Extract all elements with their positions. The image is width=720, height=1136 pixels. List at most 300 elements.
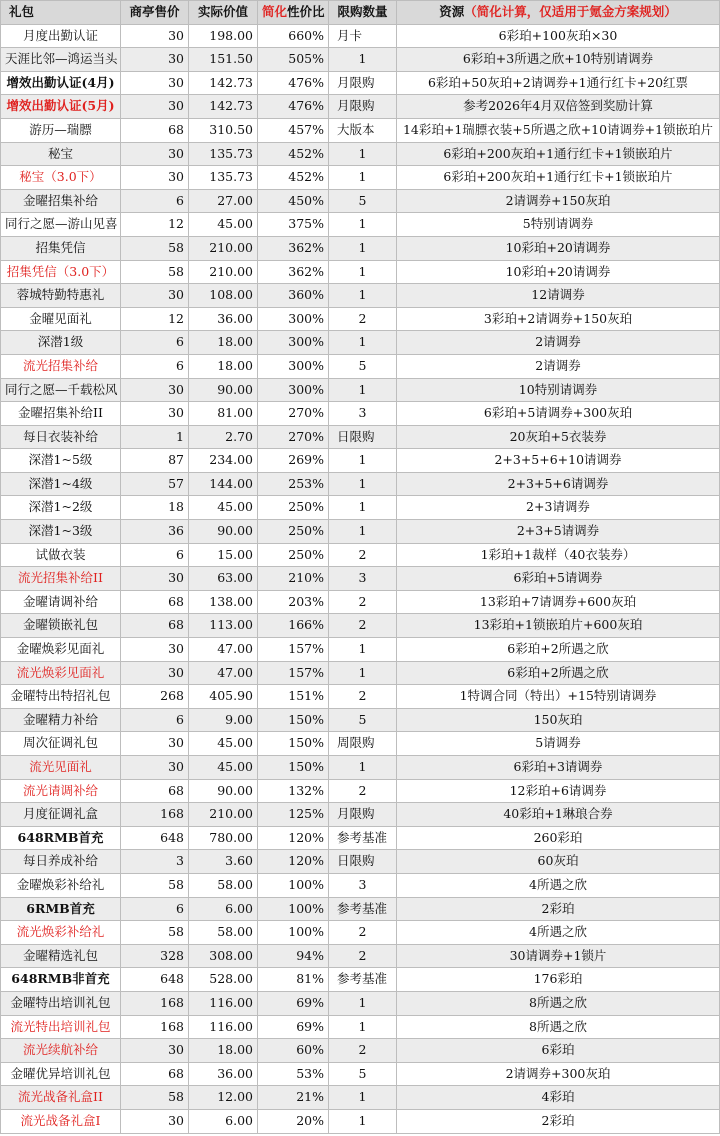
table-row	[1, 756, 720, 780]
cell-ratio: 360%	[258, 284, 329, 308]
cell-limit: 大版本	[329, 118, 397, 142]
table-row	[1, 921, 720, 945]
cell-value: 18.00	[189, 331, 258, 355]
cell-pack-name: 蓉城特勤特惠礼	[1, 284, 121, 308]
cell-price: 68	[121, 779, 189, 803]
cell-ratio: 253%	[258, 472, 329, 496]
table-row	[1, 1062, 720, 1086]
cell-resources: 2请调券	[397, 331, 720, 355]
cell-price: 68	[121, 1062, 189, 1086]
cell-value: 198.00	[189, 24, 258, 48]
table-row	[1, 213, 720, 237]
cell-price: 30	[121, 661, 189, 685]
cell-value: 90.00	[189, 779, 258, 803]
cell-pack-name: 金曜特出培训礼包	[1, 991, 121, 1015]
cell-limit: 1	[329, 331, 397, 355]
cell-value: 138.00	[189, 590, 258, 614]
table-body	[1, 24, 720, 1133]
cell-value: 15.00	[189, 543, 258, 567]
table-row	[1, 614, 720, 638]
cell-ratio: 300%	[258, 307, 329, 331]
cell-pack-name: 金曜精选礼包	[1, 944, 121, 968]
cell-resources: 6彩珀+3请调券	[397, 756, 720, 780]
cell-resources: 12彩珀+6请调券	[397, 779, 720, 803]
cell-limit: 1	[329, 661, 397, 685]
table-row	[1, 166, 720, 190]
cell-price: 30	[121, 638, 189, 662]
cell-limit: 日限购	[329, 850, 397, 874]
cell-limit: 2	[329, 921, 397, 945]
cell-value: 81.00	[189, 402, 258, 426]
table-row	[1, 378, 720, 402]
table-row	[1, 590, 720, 614]
cell-price: 30	[121, 71, 189, 95]
cell-ratio: 69%	[258, 1015, 329, 1039]
cell-value: 116.00	[189, 1015, 258, 1039]
cell-limit: 月限购	[329, 71, 397, 95]
cell-resources: 10特别请调券	[397, 378, 720, 402]
cell-value: 135.73	[189, 166, 258, 190]
header-limit: 限购数量	[329, 1, 397, 25]
cell-pack-name: 流光招集补给	[1, 354, 121, 378]
cell-limit: 1	[329, 449, 397, 473]
cell-limit: 3	[329, 873, 397, 897]
cell-pack-name: 流光焕彩补给礼	[1, 921, 121, 945]
table-row	[1, 897, 720, 921]
cell-pack-name: 深潜1级	[1, 331, 121, 355]
cell-ratio: 250%	[258, 496, 329, 520]
cell-pack-name: 深潜1~2级	[1, 496, 121, 520]
cell-value: 210.00	[189, 260, 258, 284]
cell-value: 45.00	[189, 213, 258, 237]
header-price: 商亭售价	[121, 1, 189, 25]
cell-price: 30	[121, 756, 189, 780]
table-row	[1, 873, 720, 897]
cell-value: 142.73	[189, 95, 258, 119]
cell-ratio: 100%	[258, 897, 329, 921]
cell-pack-name: 流光焕彩见面礼	[1, 661, 121, 685]
cell-pack-name: 流光战备礼盒II	[1, 1086, 121, 1110]
cell-resources: 40彩珀+1琳琅合券	[397, 803, 720, 827]
cell-resources: 2+3请调券	[397, 496, 720, 520]
cell-resources: 6彩珀+50灰珀+2请调券+1通行红卡+20红票	[397, 71, 720, 95]
cell-value: 234.00	[189, 449, 258, 473]
table-row	[1, 95, 720, 119]
cell-price: 328	[121, 944, 189, 968]
cell-ratio: 69%	[258, 991, 329, 1015]
cell-value: 58.00	[189, 921, 258, 945]
cell-pack-name: 648RMB非首充	[1, 968, 121, 992]
cell-value: 36.00	[189, 307, 258, 331]
header-value: 实际价值	[189, 1, 258, 25]
cell-ratio: 166%	[258, 614, 329, 638]
cell-resources: 260彩珀	[397, 826, 720, 850]
cell-price: 30	[121, 1109, 189, 1133]
table-row	[1, 1109, 720, 1133]
cell-limit: 5	[329, 1062, 397, 1086]
cell-resources: 13彩珀+1锁嵌珀片+600灰珀	[397, 614, 720, 638]
table-row	[1, 685, 720, 709]
table-row	[1, 779, 720, 803]
cell-ratio: 94%	[258, 944, 329, 968]
cell-pack-name: 天涯比邻—鸿运当头	[1, 48, 121, 72]
cell-limit: 2	[329, 614, 397, 638]
cell-price: 6	[121, 189, 189, 213]
cell-limit: 参考基准	[329, 826, 397, 850]
table-row	[1, 732, 720, 756]
cell-limit: 5	[329, 354, 397, 378]
cell-value: 18.00	[189, 1039, 258, 1063]
cell-resources: 6彩珀+3所遇之欣+10特别请调券	[397, 48, 720, 72]
cell-limit: 3	[329, 567, 397, 591]
table-row	[1, 543, 720, 567]
cell-value: 6.00	[189, 897, 258, 921]
cell-price: 6	[121, 708, 189, 732]
cell-resources: 参考2026年4月双倍签到奖励计算	[397, 95, 720, 119]
cell-limit: 1	[329, 236, 397, 260]
cell-value: 3.60	[189, 850, 258, 874]
table-row	[1, 1015, 720, 1039]
cell-resources: 176彩珀	[397, 968, 720, 992]
cell-pack-name: 金曜锁嵌礼包	[1, 614, 121, 638]
cell-price: 6	[121, 897, 189, 921]
cell-value: 405.90	[189, 685, 258, 709]
cell-price: 68	[121, 118, 189, 142]
cell-value: 36.00	[189, 1062, 258, 1086]
cell-resources: 6彩珀+100灰珀×30	[397, 24, 720, 48]
cell-ratio: 660%	[258, 24, 329, 48]
table-row	[1, 189, 720, 213]
table-row	[1, 850, 720, 874]
table-row	[1, 991, 720, 1015]
cell-limit: 日限购	[329, 425, 397, 449]
cell-ratio: 157%	[258, 638, 329, 662]
cell-value: 58.00	[189, 873, 258, 897]
table-row	[1, 449, 720, 473]
cell-limit: 1	[329, 213, 397, 237]
cell-pack-name: 流光见面礼	[1, 756, 121, 780]
cell-resources: 6彩珀+5请调券+300灰珀	[397, 402, 720, 426]
table-row	[1, 402, 720, 426]
cell-resources: 6彩珀+5请调券	[397, 567, 720, 591]
cell-resources: 2请调券+150灰珀	[397, 189, 720, 213]
cell-value: 90.00	[189, 378, 258, 402]
table-row	[1, 331, 720, 355]
cell-value: 144.00	[189, 472, 258, 496]
cell-pack-name: 深潜1~4级	[1, 472, 121, 496]
cell-resources: 60灰珀	[397, 850, 720, 874]
table-row	[1, 236, 720, 260]
cell-ratio: 300%	[258, 378, 329, 402]
cell-value: 310.50	[189, 118, 258, 142]
cell-pack-name: 金曜焕彩补给礼	[1, 873, 121, 897]
cell-ratio: 270%	[258, 425, 329, 449]
cell-ratio: 81%	[258, 968, 329, 992]
cell-limit: 1	[329, 1015, 397, 1039]
cell-limit: 月限购	[329, 95, 397, 119]
cell-pack-name: 金曜特出特招礼包	[1, 685, 121, 709]
table-row	[1, 284, 720, 308]
cell-ratio: 150%	[258, 756, 329, 780]
cell-resources: 10彩珀+20请调券	[397, 236, 720, 260]
cell-ratio: 362%	[258, 236, 329, 260]
cell-limit: 1	[329, 1109, 397, 1133]
cell-price: 648	[121, 826, 189, 850]
cell-price: 57	[121, 472, 189, 496]
table-row	[1, 307, 720, 331]
cell-ratio: 157%	[258, 661, 329, 685]
cell-price: 12	[121, 307, 189, 331]
cell-value: 210.00	[189, 236, 258, 260]
cell-pack-name: 金曜精力补给	[1, 708, 121, 732]
cell-pack-name: 月度征调礼盒	[1, 803, 121, 827]
cell-limit: 1	[329, 378, 397, 402]
cell-ratio: 457%	[258, 118, 329, 142]
cell-limit: 1	[329, 166, 397, 190]
cell-pack-name: 秘宝	[1, 142, 121, 166]
table-row	[1, 968, 720, 992]
cell-price: 30	[121, 402, 189, 426]
cell-resources: 2+3+5请调券	[397, 520, 720, 544]
cell-value: 108.00	[189, 284, 258, 308]
table-row	[1, 118, 720, 142]
cell-limit: 月限购	[329, 803, 397, 827]
header-name: 礼包	[1, 1, 121, 25]
cell-resources: 6彩珀+200灰珀+1通行红卡+1锁嵌珀片	[397, 142, 720, 166]
cell-ratio: 476%	[258, 71, 329, 95]
cell-limit: 2	[329, 944, 397, 968]
cell-pack-name: 周次征调礼包	[1, 732, 121, 756]
cell-limit: 1	[329, 991, 397, 1015]
cell-resources: 6彩珀	[397, 1039, 720, 1063]
cell-pack-name: 每日养成补给	[1, 850, 121, 874]
cell-limit: 3	[329, 402, 397, 426]
cell-pack-name: 试做衣装	[1, 543, 121, 567]
cell-limit: 1	[329, 48, 397, 72]
cell-resources: 4所遇之欣	[397, 921, 720, 945]
cell-ratio: 270%	[258, 402, 329, 426]
table-row	[1, 472, 720, 496]
table-row	[1, 661, 720, 685]
cell-value: 210.00	[189, 803, 258, 827]
cell-price: 58	[121, 260, 189, 284]
cell-resources: 6彩珀+200灰珀+1通行红卡+1锁嵌珀片	[397, 166, 720, 190]
cell-pack-name: 流光战备礼盒I	[1, 1109, 121, 1133]
table-row	[1, 71, 720, 95]
cell-price: 30	[121, 378, 189, 402]
cell-ratio: 210%	[258, 567, 329, 591]
cell-price: 648	[121, 968, 189, 992]
table-row	[1, 826, 720, 850]
cell-resources: 1特调合同（特出）+15特别请调券	[397, 685, 720, 709]
cell-price: 30	[121, 1039, 189, 1063]
cell-ratio: 60%	[258, 1039, 329, 1063]
cell-ratio: 452%	[258, 142, 329, 166]
header-row	[1, 1, 720, 25]
cell-price: 6	[121, 543, 189, 567]
cell-price: 6	[121, 354, 189, 378]
header-resources	[397, 1, 720, 25]
table-row	[1, 1039, 720, 1063]
cell-limit: 周限购	[329, 732, 397, 756]
cell-price: 68	[121, 614, 189, 638]
cell-ratio: 151%	[258, 685, 329, 709]
cell-ratio: 21%	[258, 1086, 329, 1110]
table-row	[1, 354, 720, 378]
cell-ratio: 476%	[258, 95, 329, 119]
cell-value: 90.00	[189, 520, 258, 544]
cell-value: 45.00	[189, 732, 258, 756]
cell-price: 30	[121, 24, 189, 48]
cell-resources: 2彩珀	[397, 897, 720, 921]
cell-price: 87	[121, 449, 189, 473]
cell-resources: 150灰珀	[397, 708, 720, 732]
cell-price: 6	[121, 331, 189, 355]
cell-ratio: 20%	[258, 1109, 329, 1133]
cell-value: 63.00	[189, 567, 258, 591]
cell-ratio: 362%	[258, 260, 329, 284]
cell-resources: 6彩珀+2所遇之欣	[397, 661, 720, 685]
cell-resources: 30请调券+1锁片	[397, 944, 720, 968]
cell-value: 308.00	[189, 944, 258, 968]
table-row	[1, 803, 720, 827]
cell-ratio: 120%	[258, 850, 329, 874]
cell-pack-name: 金曜请调补给	[1, 590, 121, 614]
header-ratio-text: 性价比	[287, 4, 325, 19]
cell-limit: 1	[329, 142, 397, 166]
cell-limit: 1	[329, 1086, 397, 1110]
cell-resources: 5特别请调券	[397, 213, 720, 237]
cell-price: 1	[121, 425, 189, 449]
cell-limit: 1	[329, 472, 397, 496]
cell-pack-name: 每日衣装补给	[1, 425, 121, 449]
cell-ratio: 452%	[258, 166, 329, 190]
table-row	[1, 708, 720, 732]
cell-limit: 1	[329, 496, 397, 520]
header-resources-note: （简化计算，仅适用于氪金方案规划）	[464, 4, 677, 19]
cell-value: 113.00	[189, 614, 258, 638]
cell-resources: 2+3+5+6+10请调券	[397, 449, 720, 473]
cell-price: 30	[121, 48, 189, 72]
cell-price: 58	[121, 873, 189, 897]
cell-ratio: 300%	[258, 331, 329, 355]
cell-value: 6.00	[189, 1109, 258, 1133]
cell-value: 135.73	[189, 142, 258, 166]
cell-resources: 12请调券	[397, 284, 720, 308]
cell-pack-name: 秘宝（3.0下）	[1, 166, 121, 190]
cell-ratio: 505%	[258, 48, 329, 72]
cell-resources: 2+3+5+6请调券	[397, 472, 720, 496]
cell-resources: 4所遇之欣	[397, 873, 720, 897]
cell-ratio: 53%	[258, 1062, 329, 1086]
cell-value: 2.70	[189, 425, 258, 449]
cell-value: 151.50	[189, 48, 258, 72]
cell-value: 45.00	[189, 496, 258, 520]
cell-price: 168	[121, 991, 189, 1015]
cell-pack-name: 增效出勤认证(5月)	[1, 95, 121, 119]
cell-pack-name: 同行之愿—千载松风	[1, 378, 121, 402]
cell-pack-name: 游历—瑞膘	[1, 118, 121, 142]
cell-price: 36	[121, 520, 189, 544]
cell-price: 168	[121, 803, 189, 827]
table-row	[1, 638, 720, 662]
cell-ratio: 132%	[258, 779, 329, 803]
table-row	[1, 520, 720, 544]
cell-limit: 月卡	[329, 24, 397, 48]
cell-limit: 1	[329, 520, 397, 544]
cell-value: 47.00	[189, 638, 258, 662]
cell-limit: 参考基准	[329, 897, 397, 921]
cell-pack-name: 月度出勤认证	[1, 24, 121, 48]
cell-resources: 2请调券+300灰珀	[397, 1062, 720, 1086]
table-row	[1, 425, 720, 449]
cell-pack-name: 金曜见面礼	[1, 307, 121, 331]
cell-limit: 2	[329, 543, 397, 567]
cell-value: 780.00	[189, 826, 258, 850]
cell-price: 3	[121, 850, 189, 874]
cell-pack-name: 深潜1~3级	[1, 520, 121, 544]
cell-value: 27.00	[189, 189, 258, 213]
cell-resources: 6彩珀+2所遇之欣	[397, 638, 720, 662]
cell-pack-name: 增效出勤认证(4月)	[1, 71, 121, 95]
cell-price: 30	[121, 284, 189, 308]
cell-limit: 2	[329, 1039, 397, 1063]
cell-ratio: 125%	[258, 803, 329, 827]
cell-value: 12.00	[189, 1086, 258, 1110]
cell-limit: 5	[329, 189, 397, 213]
cell-value: 142.73	[189, 71, 258, 95]
cell-price: 30	[121, 732, 189, 756]
cell-value: 116.00	[189, 991, 258, 1015]
cell-ratio: 375%	[258, 213, 329, 237]
cell-ratio: 269%	[258, 449, 329, 473]
cell-resources: 13彩珀+7请调券+600灰珀	[397, 590, 720, 614]
cell-resources: 2请调券	[397, 354, 720, 378]
cell-price: 58	[121, 1086, 189, 1110]
cell-limit: 1	[329, 284, 397, 308]
cell-price: 58	[121, 921, 189, 945]
cell-ratio: 450%	[258, 189, 329, 213]
cell-value: 45.00	[189, 756, 258, 780]
cell-limit: 2	[329, 307, 397, 331]
cell-resources: 1彩珀+1裁样（40衣装券）	[397, 543, 720, 567]
table-row	[1, 567, 720, 591]
cell-pack-name: 流光招集补给II	[1, 567, 121, 591]
cell-ratio: 300%	[258, 354, 329, 378]
cell-price: 18	[121, 496, 189, 520]
table-row	[1, 496, 720, 520]
cell-pack-name: 同行之愿—游山见喜	[1, 213, 121, 237]
cell-pack-name: 招集凭信	[1, 236, 121, 260]
cell-resources: 14彩珀+1瑞膘衣装+5所遇之欣+10请调券+1锁嵌珀片	[397, 118, 720, 142]
cell-price: 58	[121, 236, 189, 260]
cell-price: 68	[121, 590, 189, 614]
cell-pack-name: 金曜招集补给	[1, 189, 121, 213]
cell-limit: 2	[329, 779, 397, 803]
table-row	[1, 944, 720, 968]
cell-price: 168	[121, 1015, 189, 1039]
cell-price: 30	[121, 567, 189, 591]
cell-ratio: 150%	[258, 732, 329, 756]
table-row	[1, 24, 720, 48]
header-ratio-highlight: 简化	[262, 4, 288, 19]
table-row	[1, 142, 720, 166]
header-ratio	[258, 1, 329, 25]
cell-price: 30	[121, 142, 189, 166]
cell-pack-name: 648RMB首充	[1, 826, 121, 850]
cell-ratio: 120%	[258, 826, 329, 850]
cell-ratio: 150%	[258, 708, 329, 732]
